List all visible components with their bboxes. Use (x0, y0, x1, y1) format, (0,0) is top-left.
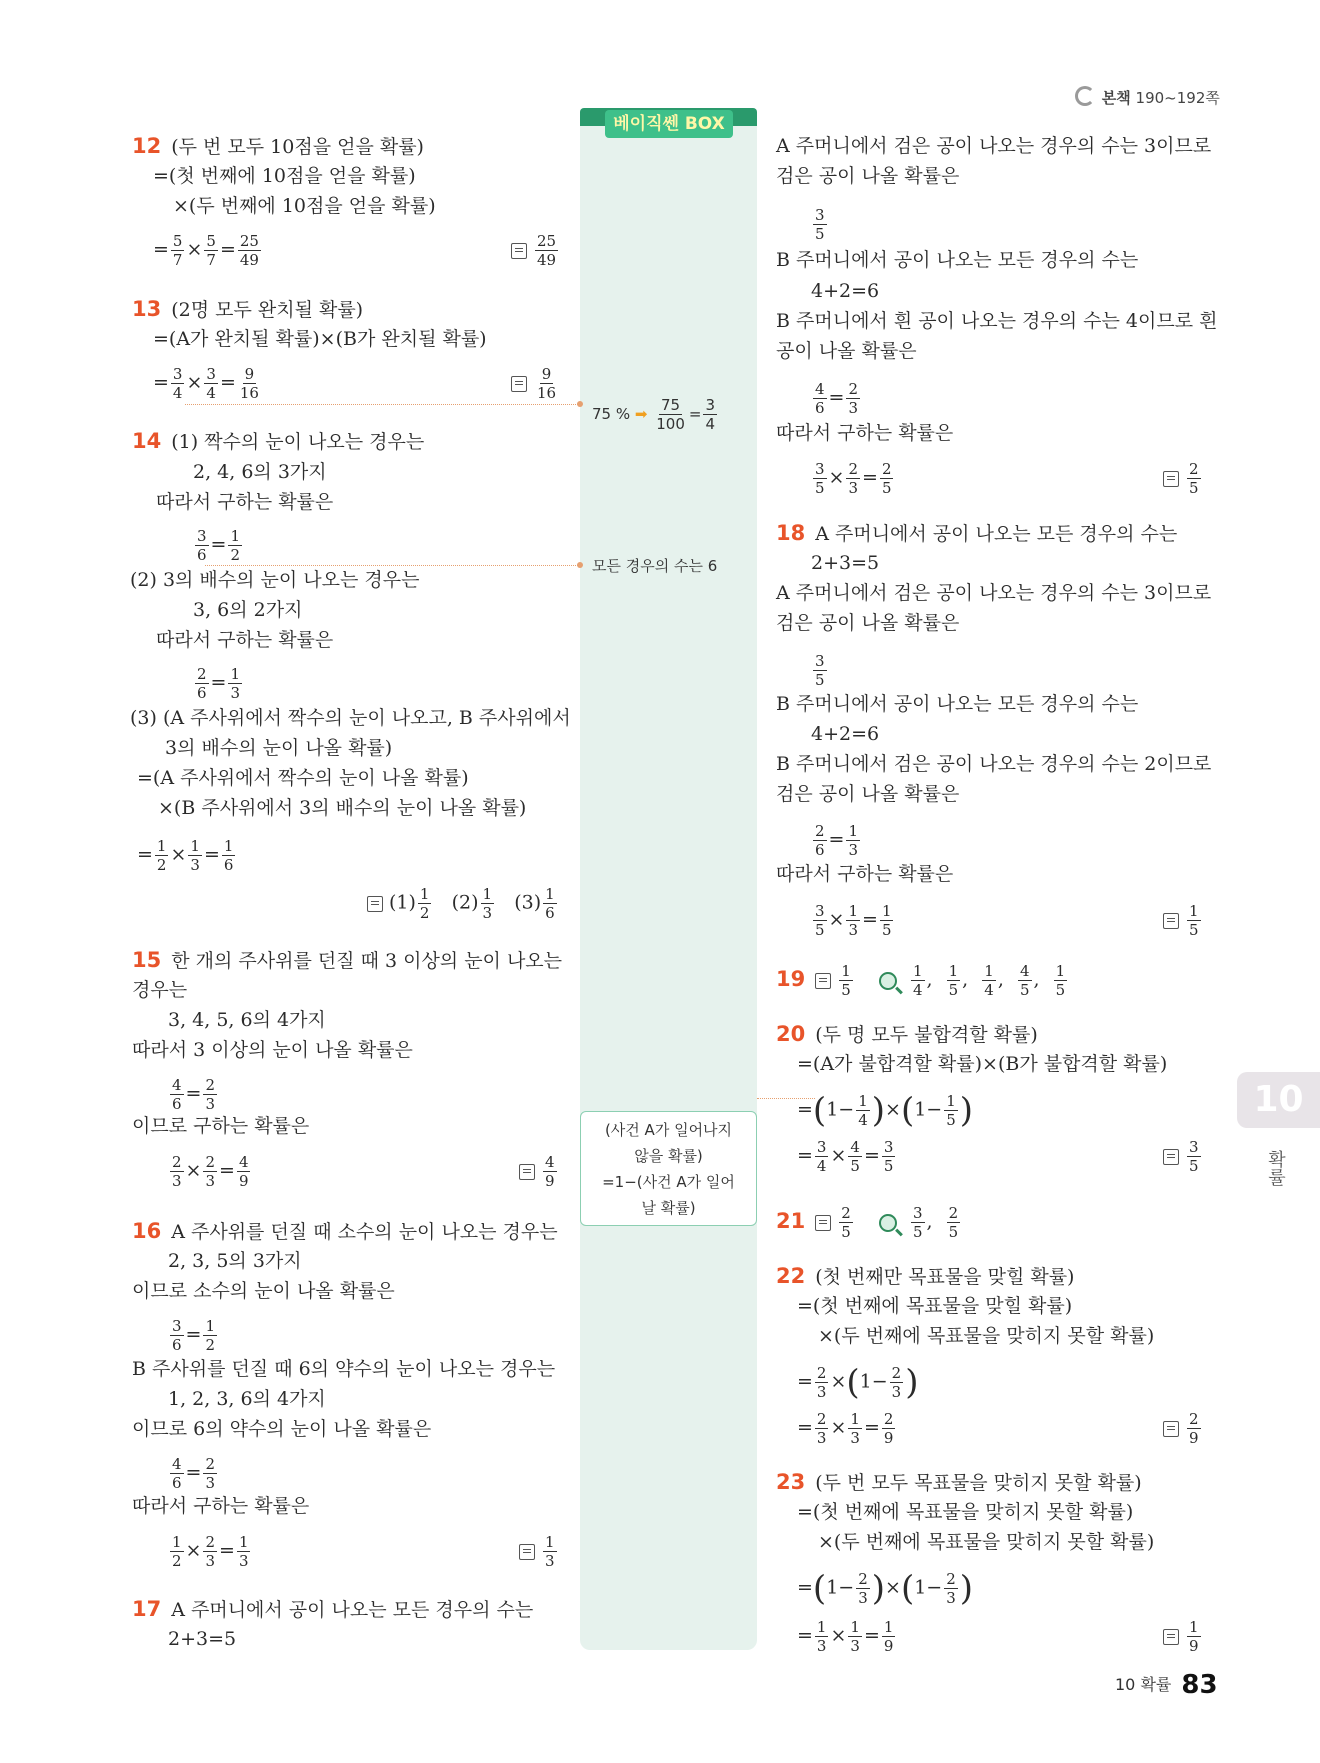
answer-icon (1163, 1149, 1179, 1165)
answer-icon (1163, 913, 1179, 929)
complement-callout: (사건 A가 일어나지 않을 확률) =1−(사건 A가 일어 날 확률) (580, 1111, 757, 1226)
answer-icon (511, 376, 527, 392)
arrow-right-icon: ➡ (634, 405, 648, 423)
answer-12: $\frac{25}{49}$ (511, 232, 560, 269)
calc-12: = $\frac{5}{7}$ × $\frac{5}{7}$ = $\frac{25}{49}$ (153, 232, 259, 269)
magnifier-icon (879, 972, 897, 990)
problem-19: 19 $\frac{1}{5}$ $\frac{1}{4}$ , $\frac{1}{5}$ , $\frac{1}{4}$ , $\frac{4}{5}$ , $\frac{1}{5}$ (776, 962, 1066, 999)
chapter-tab-label: 확률 (1265, 1150, 1286, 1186)
page-reference (1075, 86, 1220, 108)
answer-15: $\frac{4}{9}$ (519, 1153, 559, 1190)
book-icon (1075, 86, 1095, 106)
connector-dot (577, 562, 583, 568)
magnifier-icon (879, 1214, 897, 1232)
box-note-percent: 75 % ➡ $\frac{75}{100}$ = $\frac{3}{4}$ (592, 396, 716, 433)
basic-box-column (580, 110, 757, 1650)
answer-icon (1163, 1421, 1179, 1437)
answer-13: $\frac{9}{16}$ (511, 365, 560, 402)
problem-18: 18 A 주머니에서 공이 나오는 모든 경우의 수는 (776, 521, 1178, 545)
answer-icon (367, 896, 383, 912)
box-title: 베이직쎈 BOX (605, 110, 733, 138)
page-number: 83 (1181, 1670, 1218, 1700)
footer-chapter: 10 확률 (1115, 1675, 1172, 1694)
problem-15: 15 한 개의 주사위를 던질 때 3 이상의 눈이 나오는 (132, 948, 563, 972)
answer-icon (519, 1164, 535, 1180)
problem-22: 22 (첫 번째만 목표물을 맞힐 확률) (776, 1264, 1075, 1288)
answer-17: $\frac{2}{5}$ (1163, 460, 1203, 497)
ref-label: 본책 (1101, 89, 1131, 107)
answer-icon (1163, 1629, 1179, 1645)
answer-icon (815, 1215, 831, 1231)
connector-line (185, 404, 580, 405)
chapter-tab: 10 (1237, 1072, 1320, 1128)
calc-13: = $\frac{3}{4}$ × $\frac{3}{4}$ = $\frac{9}{16}$ (153, 365, 259, 402)
answer-icon (511, 243, 527, 259)
problem-14: 14 (1) 짝수의 눈이 나오는 경우는 (132, 429, 425, 453)
answer-20: $\frac{3}{5}$ (1163, 1138, 1203, 1175)
connector-dot (577, 401, 583, 407)
box-note-cases: 모든 경우의 수는 6 (592, 557, 718, 575)
answer-icon (815, 973, 831, 989)
connector-line (205, 565, 580, 566)
problem-17: 17 A 주머니에서 공이 나오는 모든 경우의 수는 (132, 1597, 534, 1621)
problem-13: 13 (2명 모두 완치될 확률) (132, 297, 364, 321)
page-footer (1115, 1670, 1218, 1700)
answer-icon (1163, 471, 1179, 487)
problem-20: 20 (두 명 모두 불합격할 확률) (776, 1022, 1038, 1046)
answer-icon (519, 1544, 535, 1560)
problem-21: 21 $\frac{2}{5}$ $\frac{3}{5}$ , $\frac{2}{5}$ (776, 1204, 959, 1241)
problem-12: 12 (두 번 모두 10점을 얻을 확률) (132, 134, 424, 158)
problem-16: 16 A 주사위를 던질 때 소수의 눈이 나오는 경우는 (132, 1219, 558, 1243)
answer-16: $\frac{1}{3}$ (519, 1533, 559, 1570)
answer-14: (1) $\frac{1}{2}$ (2) $\frac{1}{3}$ (3) $\frac{1}{6}$ (367, 885, 559, 922)
answer-22: $\frac{2}{9}$ (1163, 1410, 1203, 1447)
answer-23: $\frac{1}{9}$ (1163, 1618, 1203, 1655)
answer-18: $\frac{1}{5}$ (1163, 902, 1203, 939)
ref-pages: 190~192쪽 (1135, 89, 1220, 107)
problem-23: 23 (두 번 모두 목표물을 맞히지 못할 확률) (776, 1470, 1142, 1494)
